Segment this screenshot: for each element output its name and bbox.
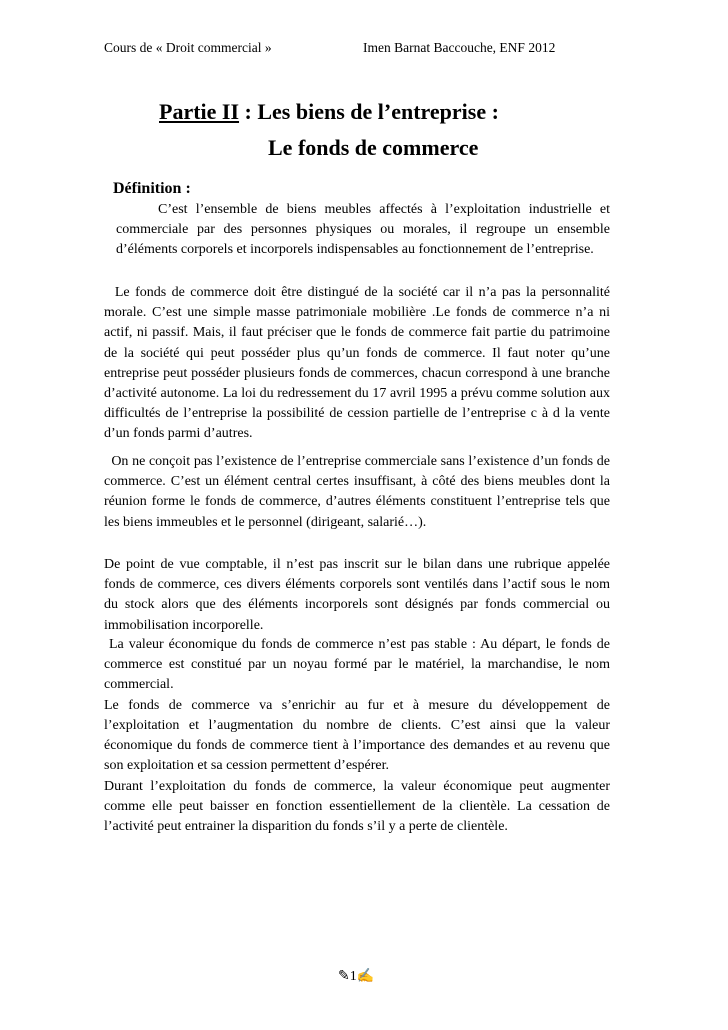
paragraph-4-part-b: Le fonds de commerce va s’enrichir au fur et à mesure du développement de l’exploitation et l’augmentation du nombre de clients. C’est ainsi que la valeur économique du fonds de commerce tient à l’importance des demandes et au revenu que son exploitation et sa cession permettent d’espérer. [104, 697, 610, 774]
paragraph-2: On ne conçoit pas l’existence de l’entreprise commerciale sans l’existence d’un fonds de commerce. C’est un élément central certes insuffisant, à côté des biens meubles dont la réunion forme le fonds de commerce, d’autres éléments constituent l’entreprise tels que les biens immeubles et le personnel (dirigeant, salarié…). [104, 454, 610, 530]
title-line-1 [159, 98, 499, 126]
paragraph-4-part-a: La valeur économique du fonds de commerce n’est pas stable : Au départ, le fonds de commerce est constitué par un noyau formé par le matériel, la marchandise, le nom commercial. [104, 637, 610, 693]
paragraph-5: Durant l’exploitation du fonds de commerce, la valeur économique peut augmenter comme elle peut baisser en fonction essentiellement de la clientèle. La cessation de l’activité peut entrainer la disparition du fonds s’il y a perte de clientèle. [104, 779, 610, 835]
part-subtitle: : Les biens de l’entreprise : [239, 99, 499, 124]
page-number: 1 [349, 969, 357, 984]
header-author: Imen Barnat Baccouche, ENF 2012 [363, 40, 556, 55]
paragraph-1: Le fonds de commerce doit être distingué de la société car il n’a pas la personnalité morale. C’est une simple masse patrimoniale mobilière .Le fonds de commerce n’a ni actif, ni passif. Mais, il faut préciser que le fonds de commerce fait partie du patrimoine de la société qui peut posséder plus qu’un fonds de commerce. Il faut noter qu’une entreprise peut posséder plusieurs fonds de commerces, chacun correspond à une branche d’activité autonome. La loi du redressement du 17 avril 1995 a prévu comme solution aux difficultés de l’entreprise la possibilité de cession partielle de l’entreprise c à d la vente d’un fonds parmi d’autres. [104, 285, 610, 442]
page-header [104, 40, 624, 60]
header-course-title: Cours de « Droit commercial » [104, 40, 272, 55]
page-footer [338, 968, 374, 985]
title-line-2: Le fonds de commerce [268, 135, 479, 160]
part-number: Partie II [159, 99, 240, 124]
definition-text: C’est l’ensemble de biens meubles affectés à l’exploitation industrielle et commerciale par des personnes physiques ou morales, il regroupe un ensemble d’éléments corporels et incorporels indispensables au fonctionnement de l’entreprise. [116, 202, 610, 258]
paragraph-3: De point de vue comptable, il n’est pas inscrit sur le bilan dans une rubrique appelée fonds de commerce, ces divers éléments corporels sont ventilés dans l’actif sous le nom du stock alors que des éléments incorporels sont désignés par fonds commercial ou immobilisation incorporelle. [104, 557, 610, 633]
writing-hand-icon: ✍ [356, 969, 375, 984]
paragraph-4 [104, 635, 610, 776]
definition-heading: Définition : [113, 180, 191, 197]
pencil-left-icon: ✎ [338, 969, 350, 984]
